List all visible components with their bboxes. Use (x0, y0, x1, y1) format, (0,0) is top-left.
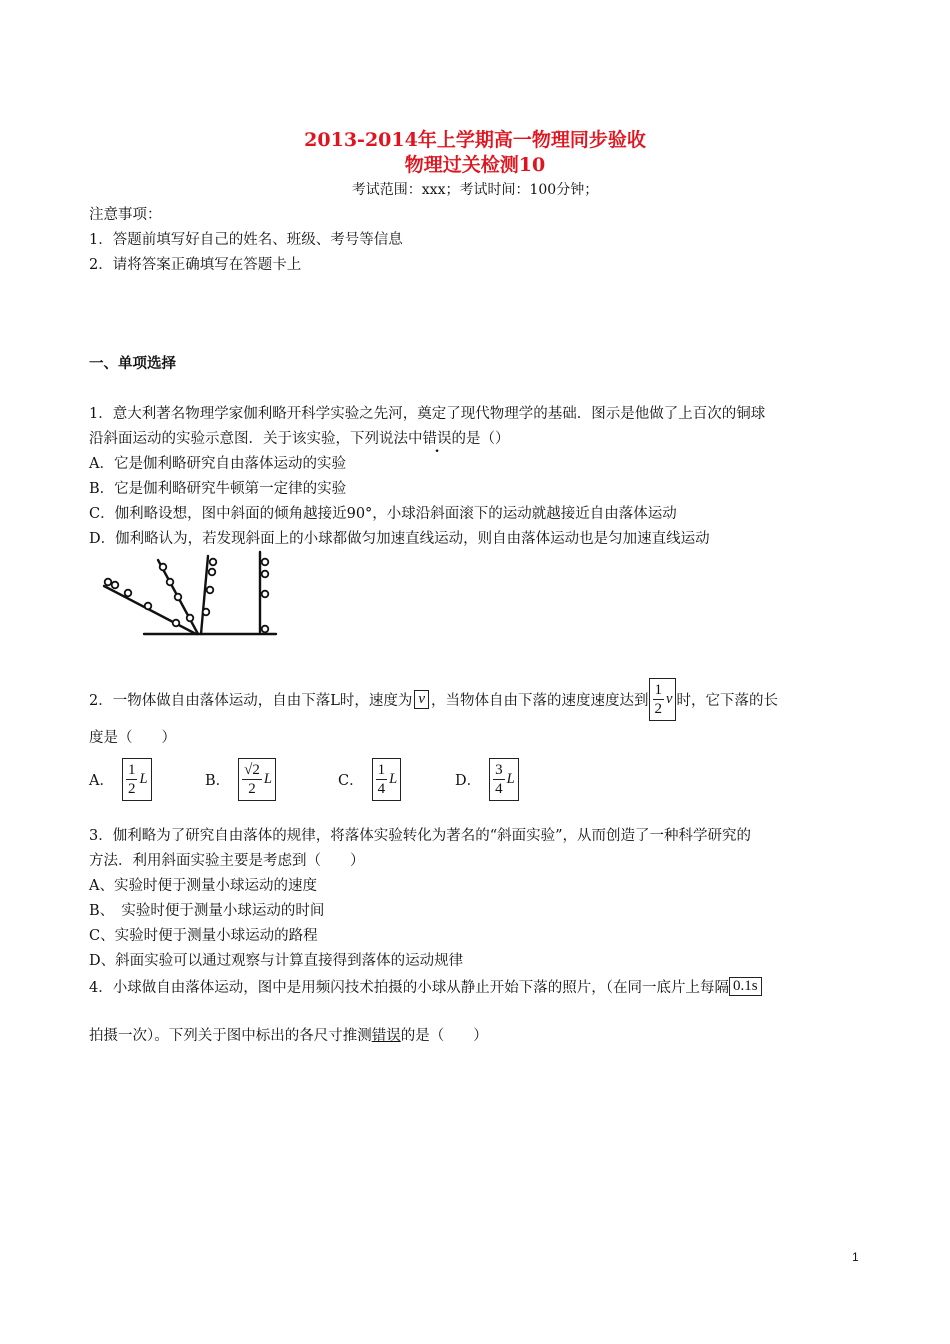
title-line-1: 2013-2014年上学期高一物理同步验收 (304, 129, 646, 151)
notes-heading: 注意事项： (89, 207, 162, 223)
q1-stem-line-2 (89, 427, 510, 448)
q2-stem-line-1 (89, 679, 778, 719)
q1-emphasis-word: 错误 (422, 431, 452, 447)
q1-stem-line-1: 1．意大利著名物理学家伽利略开科学实验之先河，奠定了现代物理学的基础．图示是他做了上百次的铜球 (89, 406, 766, 422)
q3-option-a: A、实验时便于测量小球运动的速度 (89, 878, 317, 894)
q2-option-a: A． $\frac{1}{2}$ L (89, 758, 152, 801)
q3-stem-line-1: 3．伽利略为了研究自由落体的规律，将落体实验转化为著名的“斜面实验”，从而创造了一种科学研究的 (89, 828, 752, 844)
notes-item-1: 1．答题前填写好自己的姓名、班级、考号等信息 (89, 232, 403, 248)
q4-stem-line-2 (89, 1024, 488, 1045)
q2-option-d: D． $\frac{3}{4}$ L (455, 758, 519, 801)
q2-stem-part-3: 时，它下落的长 (676, 692, 778, 709)
q2-option-c: C． $\frac{1}{4}$ L (338, 758, 401, 801)
q4-stem-tail: 的是（ ） (400, 1028, 488, 1044)
q2-velocity-symbol: v (414, 690, 429, 709)
q2-option-b: B． $\frac{√2}{2}$ L (205, 758, 276, 801)
q1-option-a: A．它是伽利略研究自由落体运动的实验 (89, 456, 346, 472)
q3-option-d: D、斜面实验可以通过观察与计算直接得到落体的运动规律 (89, 953, 464, 969)
q4-stem-line-1 (89, 974, 762, 998)
exam-info: 考试范围：xxx；考试时间：100分钟； (351, 182, 599, 198)
notes-item-2: 2．请将答案正确填写在答题卡上 (89, 257, 302, 273)
q1-stem-tail: 的是（） (451, 431, 510, 447)
q2-stem-part-2: ，当物体自由下落的速度速度达到 (431, 692, 649, 709)
inclined-plane-figure (100, 550, 280, 642)
incline-3 (201, 556, 208, 634)
q1-option-d: D．伽利略认为，若发现斜面上的小球都做匀加速直线运动，则自由落体运动也是匀加速直线运动 (89, 531, 710, 547)
q2-stem-line-2: 度是（ ） (89, 730, 176, 746)
page-number: 1 (852, 1250, 859, 1264)
q4-interval-box: 0.1s (729, 977, 762, 996)
q4-underlined-word: 错误 (371, 1028, 401, 1044)
q3-option-c: C、实验时便于测量小球运动的路程 (89, 928, 318, 944)
title-line-2: 物理过关检测10 (404, 154, 546, 176)
q1-option-b: B．它是伽利略研究牛顿第一定律的实验 (89, 481, 347, 497)
q2-half-velocity: $\frac{1}{2}$ v (649, 678, 677, 721)
section-heading-single-choice: 一、单项选择 (89, 355, 176, 372)
q4-stem-text: 4．小球做自由落体运动，图中是用频闪技术拍摄的小球从静止开始下落的照片，（在同一底片上每隔 (89, 979, 729, 996)
q1-stem-text: 沿斜面运动的实验示意图．关于该实验，下列说法中 (89, 431, 423, 447)
q4-stem-text-2: 拍摄一次）。下列关于图中标出的各尺寸推测 (89, 1028, 372, 1044)
q3-option-b: B、 实验时便于测量小球运动的时间 (89, 903, 325, 919)
q2-stem-part-1: 2．一物体做自由落体运动，自由下落L时，速度为 (89, 692, 413, 709)
q1-option-c: C．伽利略设想，图中斜面的倾角越接近90°，小球沿斜面滚下的运动就越接近自由落体运动 (89, 506, 677, 522)
incline-1 (104, 586, 196, 634)
q3-stem-line-2: 方法．利用斜面实验主要是考虑到（ ） (89, 853, 365, 869)
